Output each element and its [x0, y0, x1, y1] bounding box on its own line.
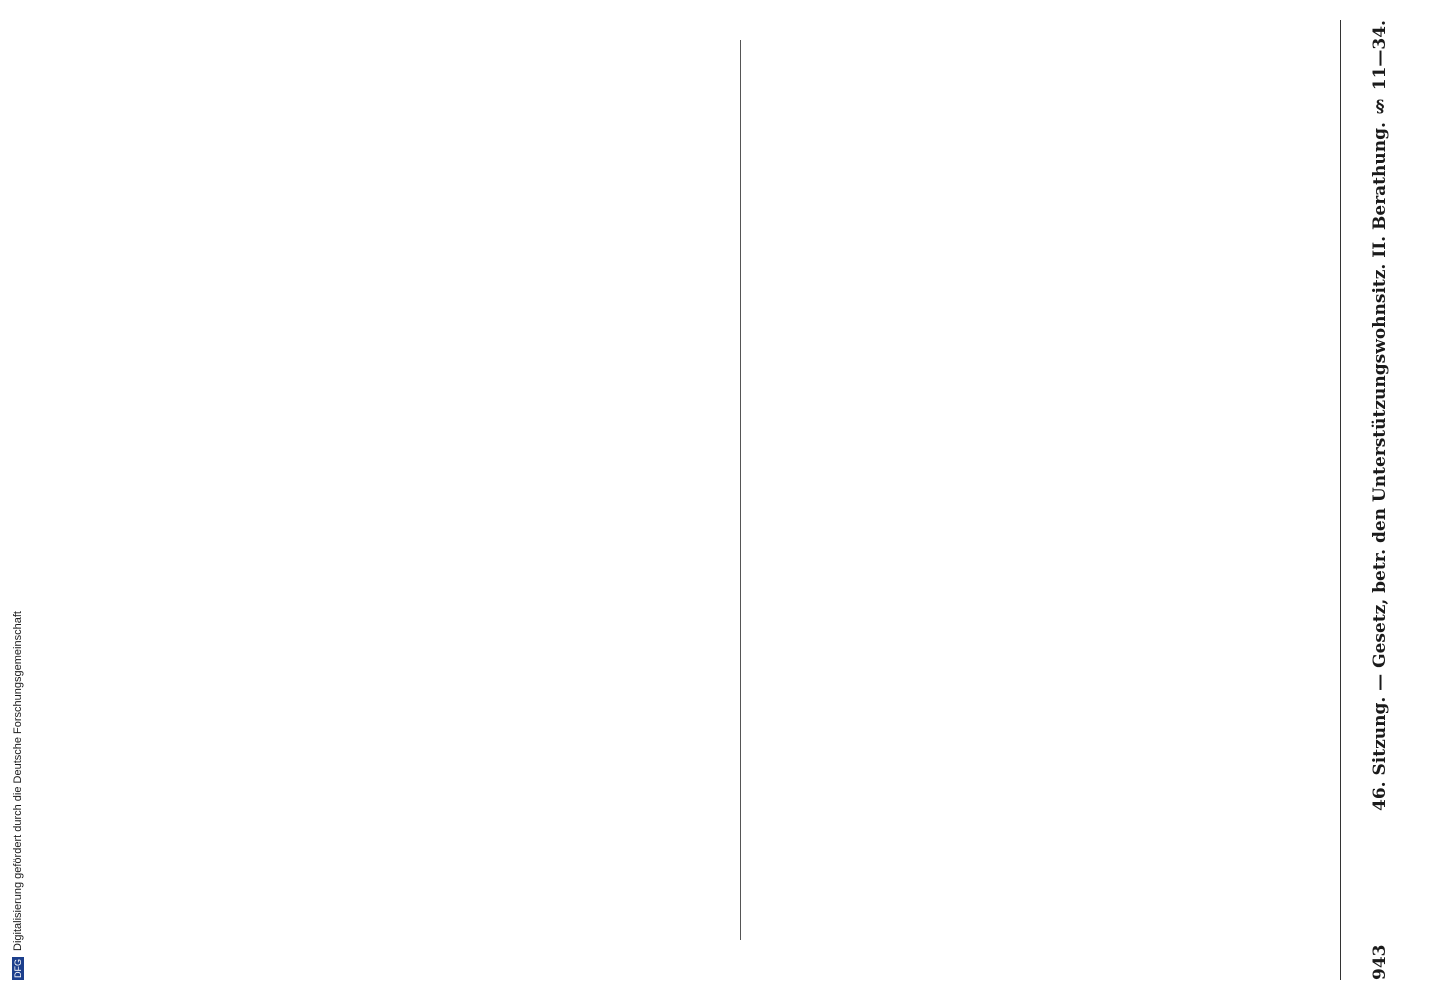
column-left: [100, 40, 720, 940]
dfg-logo: DFG: [13, 959, 23, 978]
credit-text: Digitalisierung gefördert durch die Deutsche Forschungsgemeinschaft: [12, 611, 24, 951]
column-divider: [740, 40, 741, 940]
page-number: 943: [1370, 944, 1390, 980]
column-right: [760, 40, 1320, 940]
header-rule: [1340, 20, 1341, 980]
digitization-credit: [0, 20, 24, 980]
page-header: [1360, 20, 1400, 980]
running-title: 46. Sitzung. — Gesetz, betr. den Unterstützungswohnsitz. II. Berathung. § 11—34.: [1370, 20, 1390, 811]
